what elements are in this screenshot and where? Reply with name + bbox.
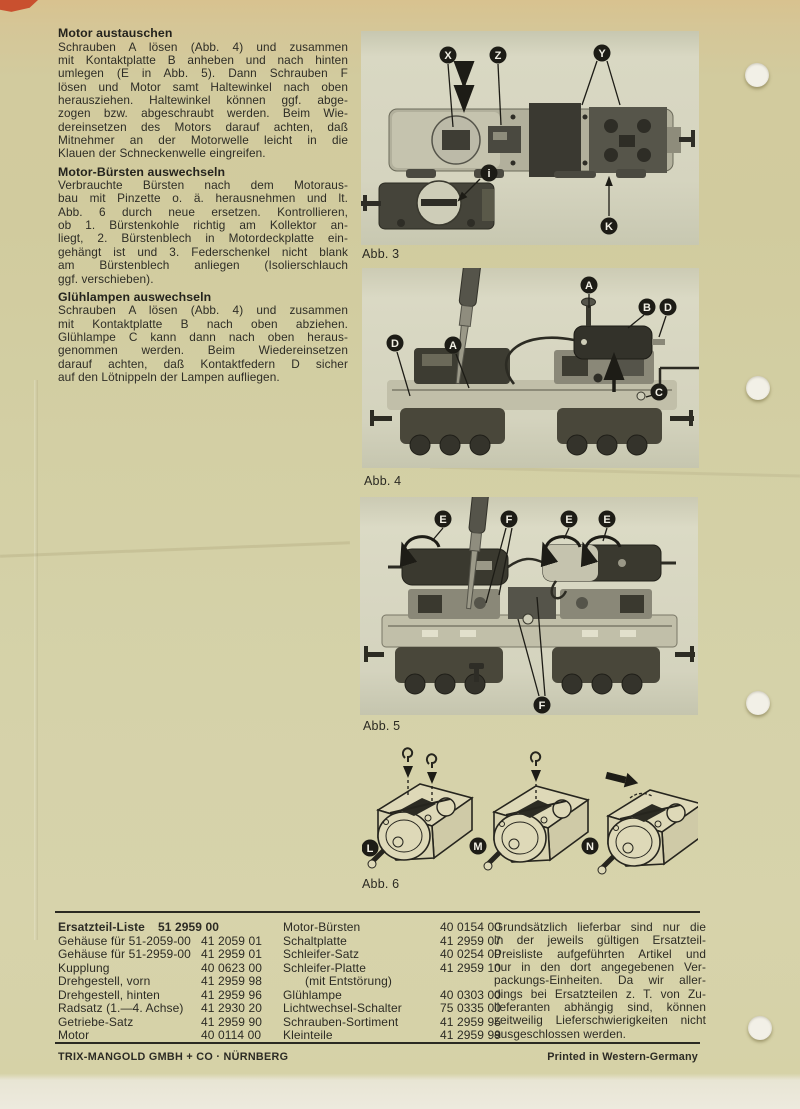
callout-badge: [561, 511, 578, 528]
parts-row: Schrauben-Sortiment 41 2959 95: [283, 1014, 502, 1029]
section-motor-austauschen: [58, 27, 348, 161]
svg-text:Y: Y: [598, 47, 606, 60]
parts-row: Motor-Bürsten 40 0154 00: [283, 920, 502, 934]
parts-row: Getriebe-Satz 41 2959 90: [58, 1014, 263, 1029]
parts-row: Gehäuse für 51-2059-00 41 2059 01: [58, 933, 263, 948]
section-body: Verbrauchte Bürsten nach dem Motoraus- bau mit Pinzette o. ä. herausnehmen und lt. Abb. 6 durch neue ersetzen. Kontrollieren, ob 1. Bürstenkohle richtig am Kollektor an- liegt, 2. Bürstenblech in Motordeckplatte ein- gehängt ist und 3. Federschenkel nicht blank am Bürstenblech anliegen (Isolierschlauch ggf. verschieben).: [58, 178, 348, 286]
publisher-imprint: TRIX-MANGOLD GMBH + CO · NÜRNBERG: [58, 1051, 289, 1063]
callout-badge: [445, 337, 462, 354]
figure-caption: Abb. 3: [362, 247, 400, 261]
paper-crease: [34, 380, 38, 940]
callout-badge: [362, 840, 379, 857]
svg-text:F: F: [505, 513, 513, 526]
svg-text:D: D: [664, 301, 672, 314]
loose-screw: [474, 667, 479, 682]
svg-text:D: D: [391, 337, 399, 350]
punch-hole: [745, 63, 769, 87]
parts-row: Kleinteile 41 2959 99: [283, 1028, 502, 1042]
svg-text:F: F: [538, 699, 546, 712]
svg-text:M: M: [473, 840, 483, 853]
section-heading: Motor-Bürsten auswechseln: [58, 164, 226, 179]
svg-text:E: E: [439, 513, 447, 526]
figure-caption: Abb. 5: [363, 719, 401, 733]
svg-text:N: N: [586, 840, 594, 853]
punch-hole: [748, 1016, 772, 1040]
svg-text:A: A: [449, 339, 457, 352]
svg-text:Z: Z: [494, 49, 502, 62]
callout-badge: [435, 511, 452, 528]
parts-row: Glühlampe 40 0303 00: [283, 987, 502, 1002]
parts-row: Gehäuse für 51-2959-00 41 2959 01: [58, 947, 263, 961]
parts-list-column-1: [58, 921, 273, 1043]
horizontal-rule-top: [55, 911, 700, 913]
figure-caption: Abb. 6: [362, 877, 400, 891]
svg-text:X: X: [444, 49, 452, 62]
parts-list-column-2: [283, 920, 502, 1043]
parts-row: Drehgestell, vorn 41 2959 98: [58, 974, 263, 988]
svg-text:E: E: [565, 513, 573, 526]
section-body: Schrauben A lösen (Abb. 4) und zusammen mit Kontaktplatte B nach oben abziehen. Glühlampe C kann dann nach oben heraus- genommen werden. Beim Wiedereinsetzen darauf achten, daß Kontaktfedern D sicher auf den Lötnippeln der Lampen aufliegen.: [58, 303, 348, 385]
callout-badge: [481, 165, 498, 182]
callout-badge: [639, 299, 656, 316]
figure-abb3-photo: [361, 31, 699, 245]
callout-badge: [534, 697, 551, 714]
callout-badge: [490, 47, 507, 64]
parts-row: Lichtwechsel-Schalter 75 0335 00: [283, 1001, 502, 1015]
svg-text:E: E: [603, 513, 611, 526]
section-gluehlampen: [58, 291, 348, 385]
svg-text:L: L: [366, 842, 374, 855]
punch-hole: [746, 376, 770, 400]
callout-badge: [601, 218, 618, 235]
parts-row: Motor 40 0114 00: [58, 1028, 262, 1042]
callout-badge: [582, 838, 599, 855]
section-heading: Glühlampen auswechseln: [58, 289, 212, 304]
figure-abb6-drawing: [362, 746, 698, 876]
paper-crease: [0, 541, 350, 557]
figure-abb5-photo: [360, 497, 698, 715]
section-body: Schrauben A lösen (Abb. 4) und zusammen mit Kontaktplatte B anheben und nach hinten umlegen (E in Abb. 5). Dann Schrauben F lösen und Motor samt Haltewinkel nach oben herausziehen. Haltewinkel können ggf. abge- zogen bzw. abgeschraubt werden. Beim Wie- dereinsetzen des Motors darauf achten, daß Mitnehmer an der Motorwelle leicht in die Klauen der Schneckenwelle eingreifen.: [58, 39, 348, 161]
parts-row: Kupplung 40 0623 00: [58, 960, 263, 975]
callout-badge: [470, 838, 487, 855]
parts-row: (mit Entstörung): [305, 974, 392, 988]
chassis-side: [387, 380, 677, 410]
svg-text:K: K: [605, 220, 613, 233]
svg-text:C: C: [655, 386, 663, 399]
callout-badge: [501, 511, 518, 528]
punch-hole: [746, 691, 770, 715]
svg-text:A: A: [585, 279, 593, 292]
horizontal-rule-bottom: [55, 1042, 700, 1044]
availability-note: Grundsätzlich lieferbar sind nur die in der jeweils gültigen Ersatzteil- Preisliste aufgeführten Artikel und nur in den dort angegebenen Ver- packungs-Einheiten. Da wir aller- dings bei Ersatzteilen z. T. von Zu- lieferanten abhängig sind, können zeitweilig Lieferschwierigkeiten nicht ausgeschlossen werden.: [494, 920, 706, 1041]
print-origin-note: Printed in Western-Germany: [547, 1051, 698, 1063]
parts-row: Schaltplatte 41 2959 07: [283, 933, 502, 948]
parts-row: Drehgestell, hinten 41 2959 96: [58, 987, 263, 1002]
svg-text:i: i: [487, 167, 491, 180]
insert-arrow: [604, 768, 640, 791]
callout-badge: [594, 45, 611, 62]
callout-badge: [651, 384, 668, 401]
parts-row: Schleifer-Platte 41 2959 10: [283, 960, 502, 975]
parts-row: Schleifer-Satz 40 0254 00: [283, 947, 502, 961]
figure-caption: Abb. 4: [364, 474, 402, 488]
section-heading: Motor austauschen: [58, 26, 173, 40]
parts-row: Radsatz (1.—4. Achse) 41 2930 20: [58, 1001, 263, 1015]
instruction-text-column: [58, 27, 348, 384]
svg-text:B: B: [643, 301, 651, 314]
callout-badge: [660, 299, 677, 316]
section-motor-buersten: [58, 166, 348, 286]
red-corner-mark: [0, 0, 38, 14]
callout-badge: [581, 277, 598, 294]
figure-abb4-photo: [362, 268, 699, 468]
callout-badge: [387, 335, 404, 352]
parts-list-title: Ersatzteil-Liste 51 2959 00: [58, 920, 220, 934]
callout-badge: [599, 511, 616, 528]
callout-badge: [440, 47, 457, 64]
